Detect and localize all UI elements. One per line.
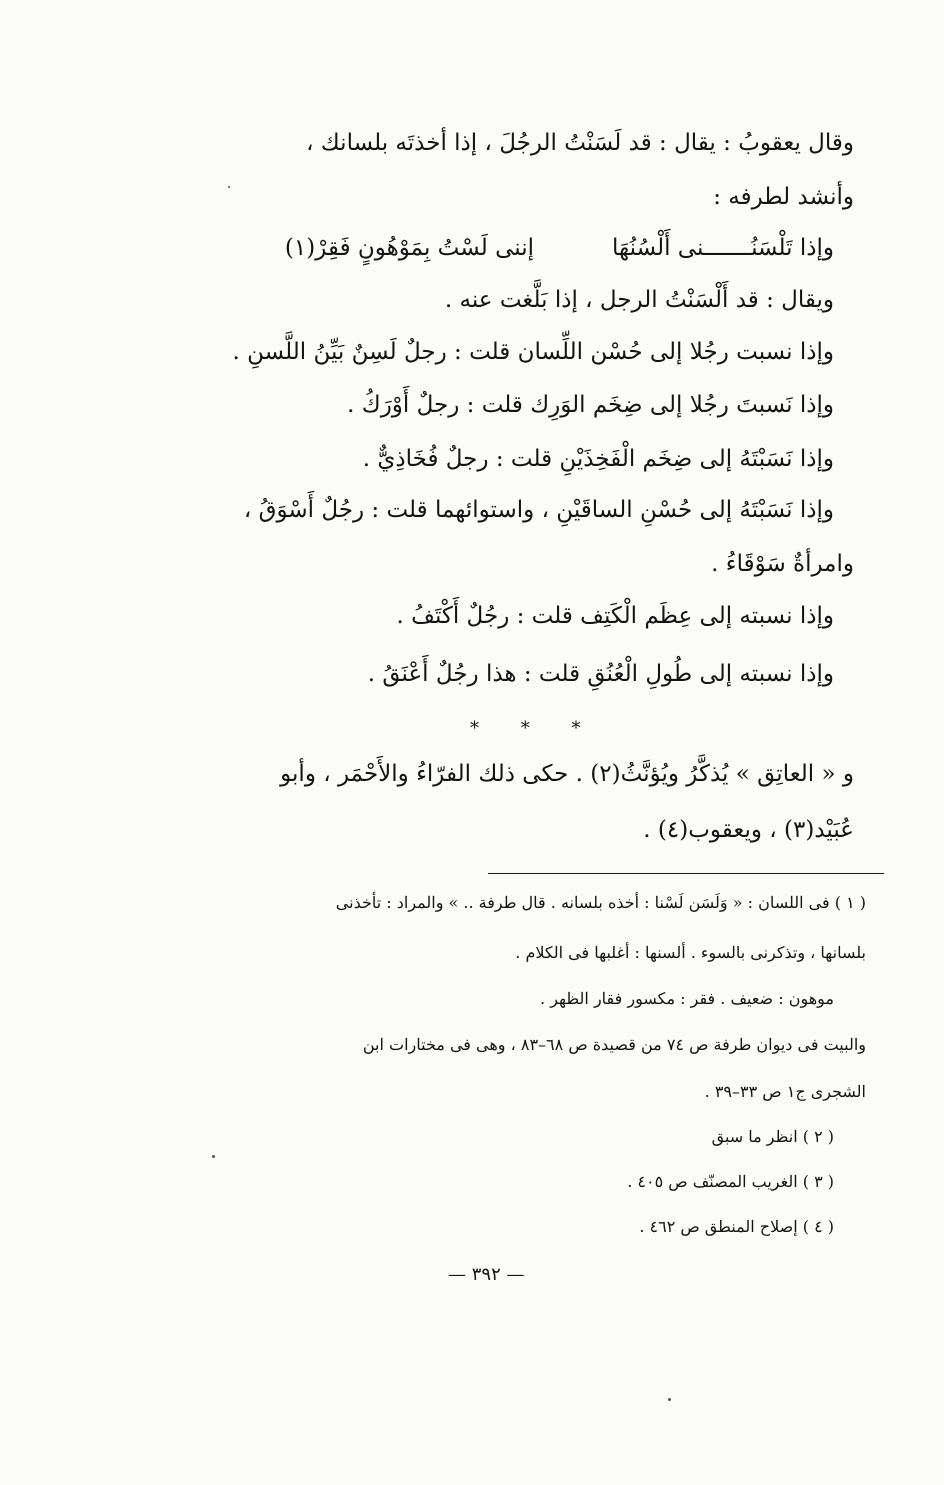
body-line: وإذا نسبت رجُلا إلى حُسْن اللِّسان قلت : رجلٌ لَسِنٌ بَيِّنُ اللَّسنِ .	[232, 339, 834, 365]
scan-speck	[212, 1155, 215, 1158]
body-line: عُبَيْد(٣) ، ويعقوب(٤) .	[643, 817, 854, 843]
footnote-line: والبيت فى ديوان طرفة ص ٧٤ من قصيدة ص ٦٨–٨٣ ، وهى فى مختارات ابن	[362, 1035, 866, 1054]
footnote-line: ( ٣ ) الغريب المصنّف ص ٤٠٥ .	[627, 1172, 834, 1191]
body-line: وإذا نَسَبْتَهُ إلى ضِخَم الْفَخِذَيْنِ قلت : رجلٌ فُخَاذِيٌّ .	[362, 446, 834, 472]
page-number: — ٣٩٢ —	[448, 1264, 525, 1285]
body-line: وإذا نَسبتَ رجُلا إلى ضِخَم الوَرِك قلت : رجلٌ أَوْرَكُ .	[347, 392, 834, 418]
footnote-line: ( ٤ ) إصلاح المنطق ص ٤٦٢ .	[639, 1217, 834, 1236]
body-line: وقال يعقوبُ : يقال : قد لَسَنْتُ الرجُلَ ، إذا أخذتَه بلسانك ،	[306, 130, 854, 156]
footnote-line: بلسانها ، وتذكرنى بالسوء . ألسنها : أغلبها فى الكلام .	[515, 943, 866, 962]
body-line: ويقال : قد أَلْسَنْتُ الرجل ، إذا بَلَّغت عنه .	[444, 287, 834, 313]
body-line: وأنشد لطرفه :	[713, 184, 854, 210]
verse-second-hemistich: إننى لَسْتُ بِمَوْهُونٍ فَقِرْ(١)	[284, 235, 534, 261]
footnote-line: ( ٢ ) انظر ما سبق	[711, 1127, 834, 1146]
footnote-line: موهون : ضعيف . فقر : مكسور فقار الظهر .	[540, 989, 834, 1008]
footnote-divider	[488, 873, 884, 874]
scan-speck	[228, 186, 230, 188]
body-line: وامرأةٌ سَوْقَاءُ .	[711, 551, 854, 577]
body-line: و « العاتِق » يُذكَّرُ ويُؤنَّثُ(٢) . حكى ذلك الفرّاءُ والأَحْمَر ، وأبو	[280, 761, 854, 787]
body-line: وإذا نَسَبْتَهُ إلى حُسْنِ الساقَيْنِ ، واستوائهما قلت : رجُلٌ أَسْوَقُ ،	[243, 497, 834, 523]
verse-first-hemistich: وإذا تَلْسَنُـــــــنى أَلْسُنُهَا	[612, 235, 834, 261]
scan-speck	[668, 1398, 671, 1401]
body-line: وإذا نسبته إلى طُولِ الْعُنُقِ قلت : هذا رجُلٌ أَعْنَقُ .	[367, 661, 834, 687]
body-line: وإذا نسبته إلى عِظَم الْكَتِف قلت : رجُلٌ أَكْتَفُ .	[396, 603, 834, 629]
footnote-line: ( ١ ) فى اللسان : « وَلَسَن لَسْنا : أخذه بلسانه . قال طرفة .. » والمراد : تأخذنى	[335, 893, 866, 912]
footnote-line: الشجرى ج١ ص ٣٣–٣٩ .	[704, 1082, 866, 1101]
section-separator: * * *	[470, 718, 599, 739]
